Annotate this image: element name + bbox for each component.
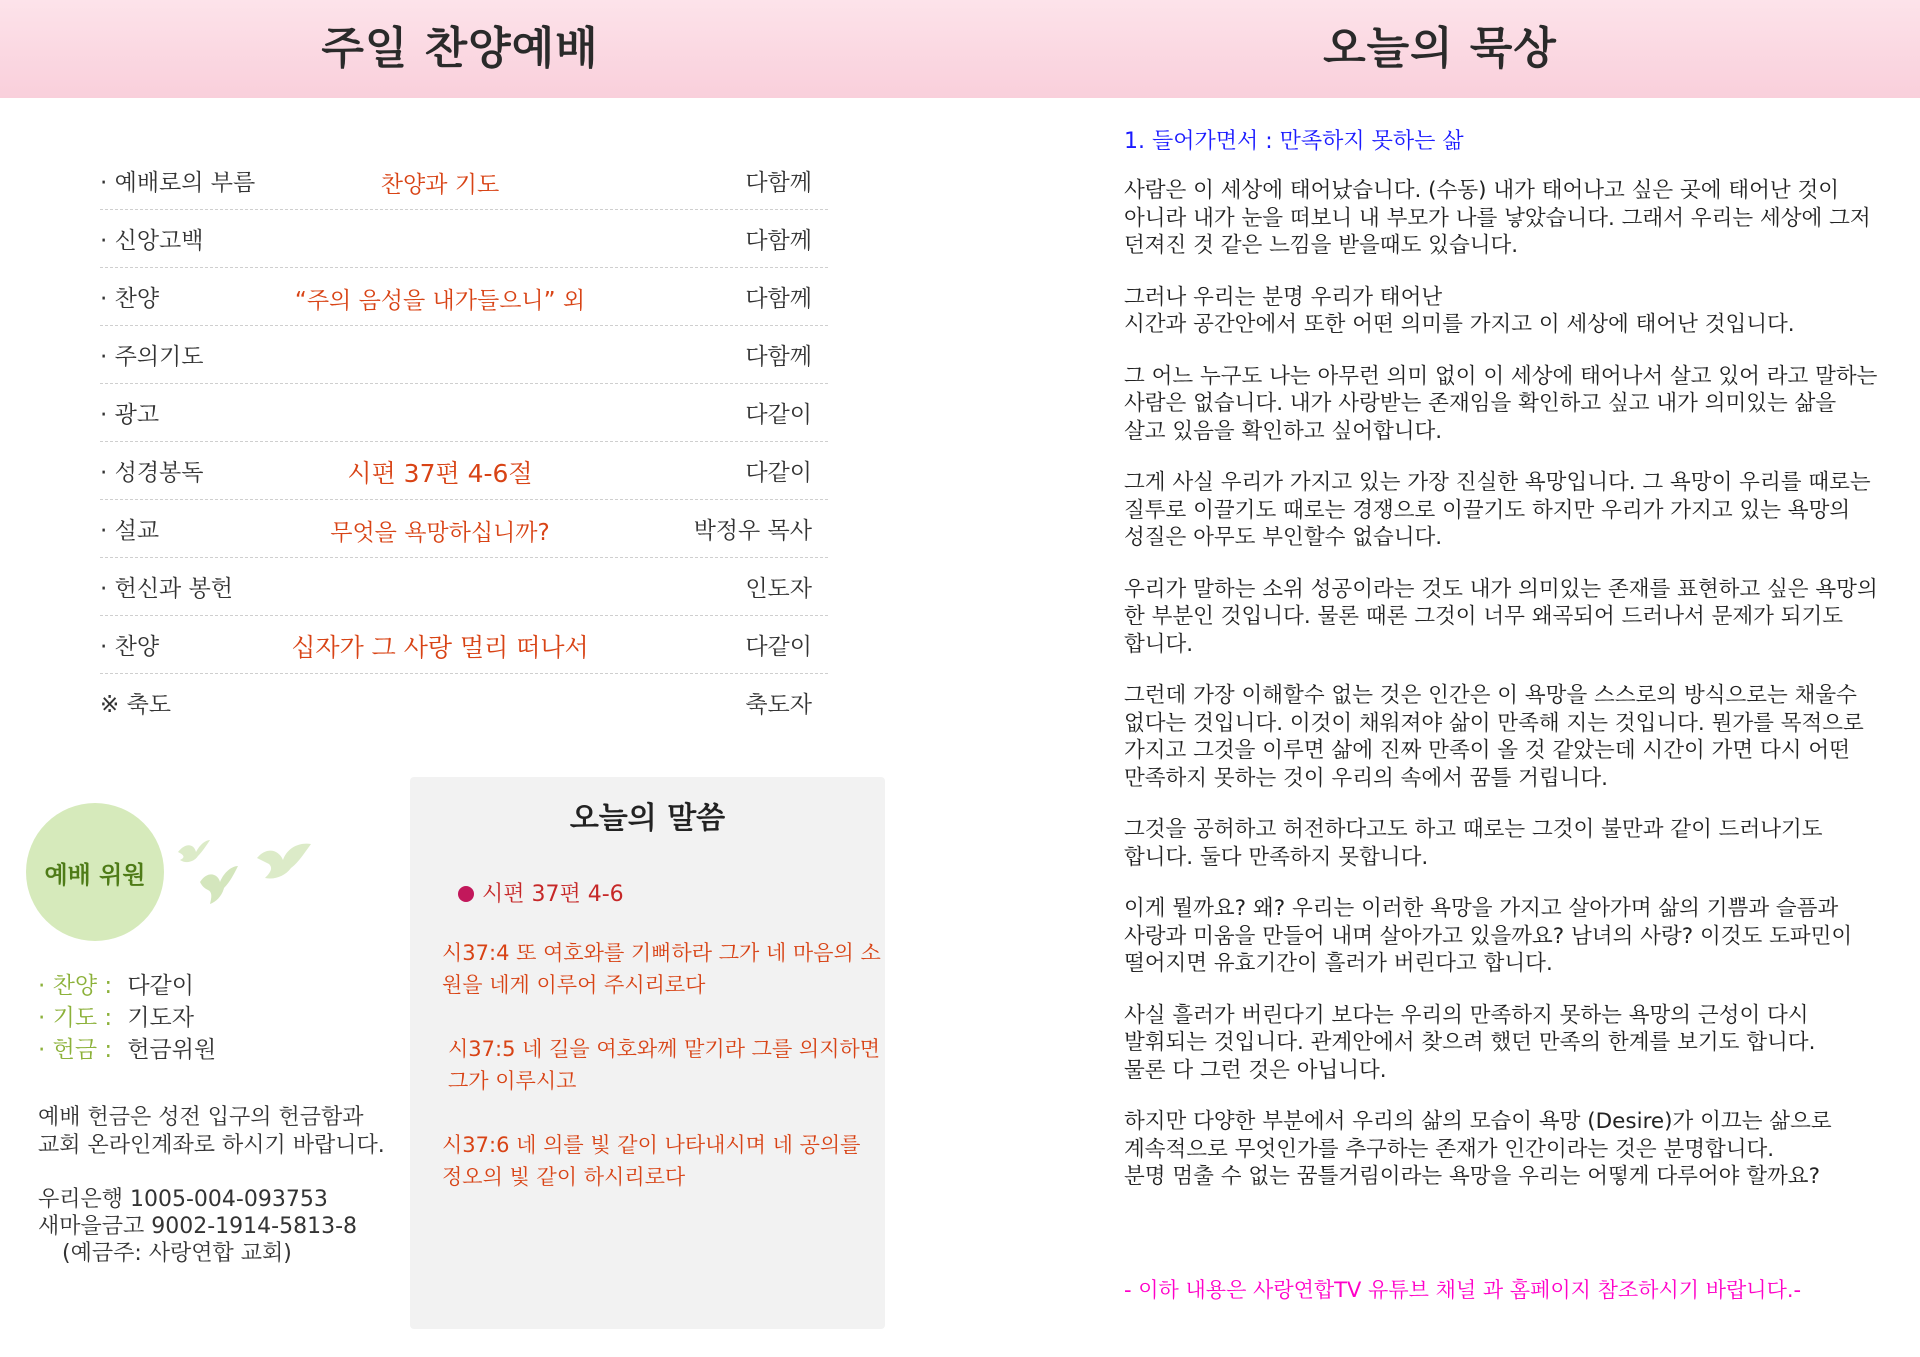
order-detail: 무엇을 욕망하십니까? bbox=[330, 520, 550, 546]
scripture-reference bbox=[458, 877, 624, 908]
page-title-worship: 주일 찬양예배 bbox=[321, 23, 599, 74]
order-leader: 인도자 bbox=[745, 576, 812, 602]
page-title-devotion: 오늘의 묵상 bbox=[1323, 23, 1557, 74]
devotion-paragraph: 하지만 다양한 부분에서 우리의 삶의 모습이 욕망 (Desire)가 이끄는 삶으로 계속적으로 무엇인가를 추구하는 존재가 인간이라는 것은 분명합니다. 분명 멈출 수 없는 꿈틀거림이라는 욕망을 우리는 어떻게 다루어야 할까요? bbox=[1124, 1109, 1832, 1189]
bank-accounts bbox=[38, 1186, 357, 1267]
devotion-body bbox=[1124, 124, 1884, 1215]
role-row bbox=[38, 1034, 216, 1066]
committee-badge-label: 예배 위원 bbox=[44, 860, 146, 889]
role-row bbox=[38, 1002, 216, 1034]
order-leader: 다함께 bbox=[745, 344, 812, 370]
order-item: · 성경봉독 bbox=[100, 460, 204, 486]
order-item: · 찬양 bbox=[100, 286, 160, 312]
bank-line: 새마을금고 9002-1914-5813-8 bbox=[38, 1214, 358, 1239]
committee-roles bbox=[38, 970, 216, 1066]
bullet-dot-icon bbox=[458, 886, 474, 902]
order-leader: 다함께 bbox=[745, 170, 812, 196]
devotion-paragraph: 이게 뭘까요? 왜? 우리는 이러한 욕망을 가지고 살아가며 삶의 기쁨과 슬픔과 사랑과 미움을 만들어 내며 살아가고 있을까요? 남녀의 사랑? 이것도 도파민이 떨어지면 유효기간이 흘러가 버린다고 합니다. bbox=[1124, 896, 1853, 976]
todays-word-title: 오늘의 말씀 bbox=[569, 801, 726, 836]
devotion-paragraph: 사실 흘러가 버린다기 보다는 우리의 만족하지 못하는 욕망의 근성이 다시 발휘되는 것입니다. 관계안에서 찾으려 했던 만족의 한계를 보기도 합니다. 물론 다 그런 것은 아닙니다. bbox=[1124, 1002, 1816, 1083]
order-of-service bbox=[100, 152, 828, 731]
verse: 시37:6 네 의를 빛 같이 나타내시며 네 공의를 정오의 빛 같이 하시리로다 bbox=[442, 1133, 861, 1189]
dove-icon bbox=[196, 860, 240, 906]
order-item: · 예배로의 부름 bbox=[100, 170, 256, 196]
role-row bbox=[38, 970, 216, 1002]
todays-word-box bbox=[410, 777, 885, 1329]
offering-line: 교회 온라인계좌로 하시기 바랍니다. bbox=[38, 1133, 385, 1158]
order-leader: 다같이 bbox=[745, 460, 812, 486]
account-holder: (예금주: 사랑연합 교회) bbox=[62, 1241, 292, 1266]
role-label: · 기도 : bbox=[38, 1005, 113, 1031]
dove-icon bbox=[255, 840, 313, 884]
order-row bbox=[100, 152, 828, 210]
order-leader: 박정우 목사 bbox=[693, 518, 812, 544]
order-item: · 신앙고백 bbox=[100, 228, 204, 254]
order-row bbox=[100, 674, 828, 731]
order-item: · 설교 bbox=[100, 518, 160, 544]
order-row bbox=[100, 442, 828, 500]
order-detail: 십자가 그 사랑 멀리 떠나서 bbox=[291, 633, 589, 662]
order-leader: 축도자 bbox=[745, 692, 812, 718]
offering-line: 예배 헌금은 성전 입구의 헌금함과 bbox=[38, 1105, 364, 1130]
committee-badge bbox=[26, 803, 164, 941]
verse: 시37:5 네 길을 여호와께 맡기라 그를 의지하면 그가 이루시고 bbox=[448, 1037, 881, 1093]
order-detail: 찬양과 기도 bbox=[380, 172, 500, 198]
devotion-paragraph: 사람은 이 세상에 태어났습니다. (수동) 내가 태어나고 싶은 곳에 태어난 것이 아니라 내가 눈을 떠보니 내 부모가 나를 낳았습니다. 그래서 우리는 세상에 그저 던져진 것 같은 느낌을 받을때도 있습니다. bbox=[1124, 178, 1871, 258]
offering-notice bbox=[38, 1104, 385, 1160]
scripture-reference-text: 시편 37편 4-6 bbox=[482, 882, 624, 907]
devotion-paragraph: 그것을 공허하고 허전하다고도 하고 때로는 그것이 불만과 같이 드러나기도 합니다. 둘다 만족하지 못합니다. bbox=[1124, 817, 1823, 870]
order-row bbox=[100, 268, 828, 326]
order-detail: 시편 37편 4-6절 bbox=[347, 459, 533, 488]
bank-line: 우리은행 1005-004-093753 bbox=[38, 1187, 328, 1212]
order-row bbox=[100, 616, 828, 674]
devotion-heading: 1. 들어가면서 : 만족하지 못하는 삶 bbox=[1124, 129, 1464, 154]
role-name: 기도자 bbox=[127, 1005, 194, 1031]
devotion-footer-notice: - 이하 내용은 사랑연합TV 유튜브 채널 과 홈페이지 참조하시기 바랍니다.- bbox=[1124, 1278, 1802, 1302]
order-leader: 다같이 bbox=[745, 634, 812, 660]
order-item: · 헌신과 봉헌 bbox=[100, 576, 234, 602]
devotion-paragraph: 우리가 말하는 소위 성공이라는 것도 내가 의미있는 존재를 표현하고 싶은 욕망의 한 부분인 것입니다. 물론 때론 그것이 너무 왜곡되어 드러나서 문제가 되기도 합니다. bbox=[1124, 576, 1878, 657]
order-item: · 광고 bbox=[100, 402, 160, 428]
order-row bbox=[100, 500, 828, 558]
order-item: ※ 축도 bbox=[100, 692, 172, 718]
order-item: · 찬양 bbox=[100, 634, 160, 660]
order-row bbox=[100, 558, 828, 616]
devotion-paragraph: 그러나 우리는 분명 우리가 태어난 시간과 공간안에서 또한 어떤 의미를 가지고 이 세상에 태어난 것입니다. bbox=[1124, 284, 1795, 337]
order-leader: 다함께 bbox=[745, 286, 812, 312]
devotion-paragraph: 그게 사실 우리가 가지고 있는 가장 진실한 욕망입니다. 그 욕망이 우리를 때로는 질투로 이끌기도 때로는 경쟁으로 이끌기도 하지만 우리가 가지고 있는 욕망의 성질은 아무도 부인할수 없습니다. bbox=[1124, 470, 1871, 550]
role-label: · 찬양 : bbox=[38, 973, 113, 999]
order-row bbox=[100, 384, 828, 442]
role-name: 헌금위원 bbox=[127, 1037, 217, 1063]
order-row bbox=[100, 210, 828, 268]
role-label: · 헌금 : bbox=[38, 1037, 113, 1063]
verse: 시37:4 또 여호와를 기뻐하라 그가 네 마음의 소원을 네게 이루어 주시리로다 bbox=[442, 941, 881, 997]
order-leader: 다함께 bbox=[745, 228, 812, 254]
devotion-paragraph: 그 어느 누구도 나는 아무런 의미 없이 이 세상에 태어나서 살고 있어 라고 말하는 사람은 없습니다. 내가 사랑받는 존재임을 확인하고 싶고 내가 의미있는 삶을 살고 있음을 확인하고 싶어합니다. bbox=[1124, 363, 1878, 444]
order-item: · 주의기도 bbox=[100, 344, 204, 370]
order-leader: 다같이 bbox=[745, 402, 812, 428]
order-detail: “주의 음성을 내가들으니” 외 bbox=[294, 288, 586, 314]
order-row bbox=[100, 326, 828, 384]
role-name: 다같이 bbox=[127, 973, 194, 999]
devotion-paragraph: 그런데 가장 이해할수 없는 것은 인간은 이 욕망을 스스로의 방식으로는 채울수 없다는 것입니다. 이것이 채워져야 삶이 만족해 지는 것입니다. 뭔가를 목적으로 가지고 그것을 이루면 삶에 진짜 만족이 올 것 같았는데 시간이 가면 다시 어떤 만족하지 못하는 것이 우리의 속에서 꿈틀 거립니다. bbox=[1124, 683, 1864, 791]
